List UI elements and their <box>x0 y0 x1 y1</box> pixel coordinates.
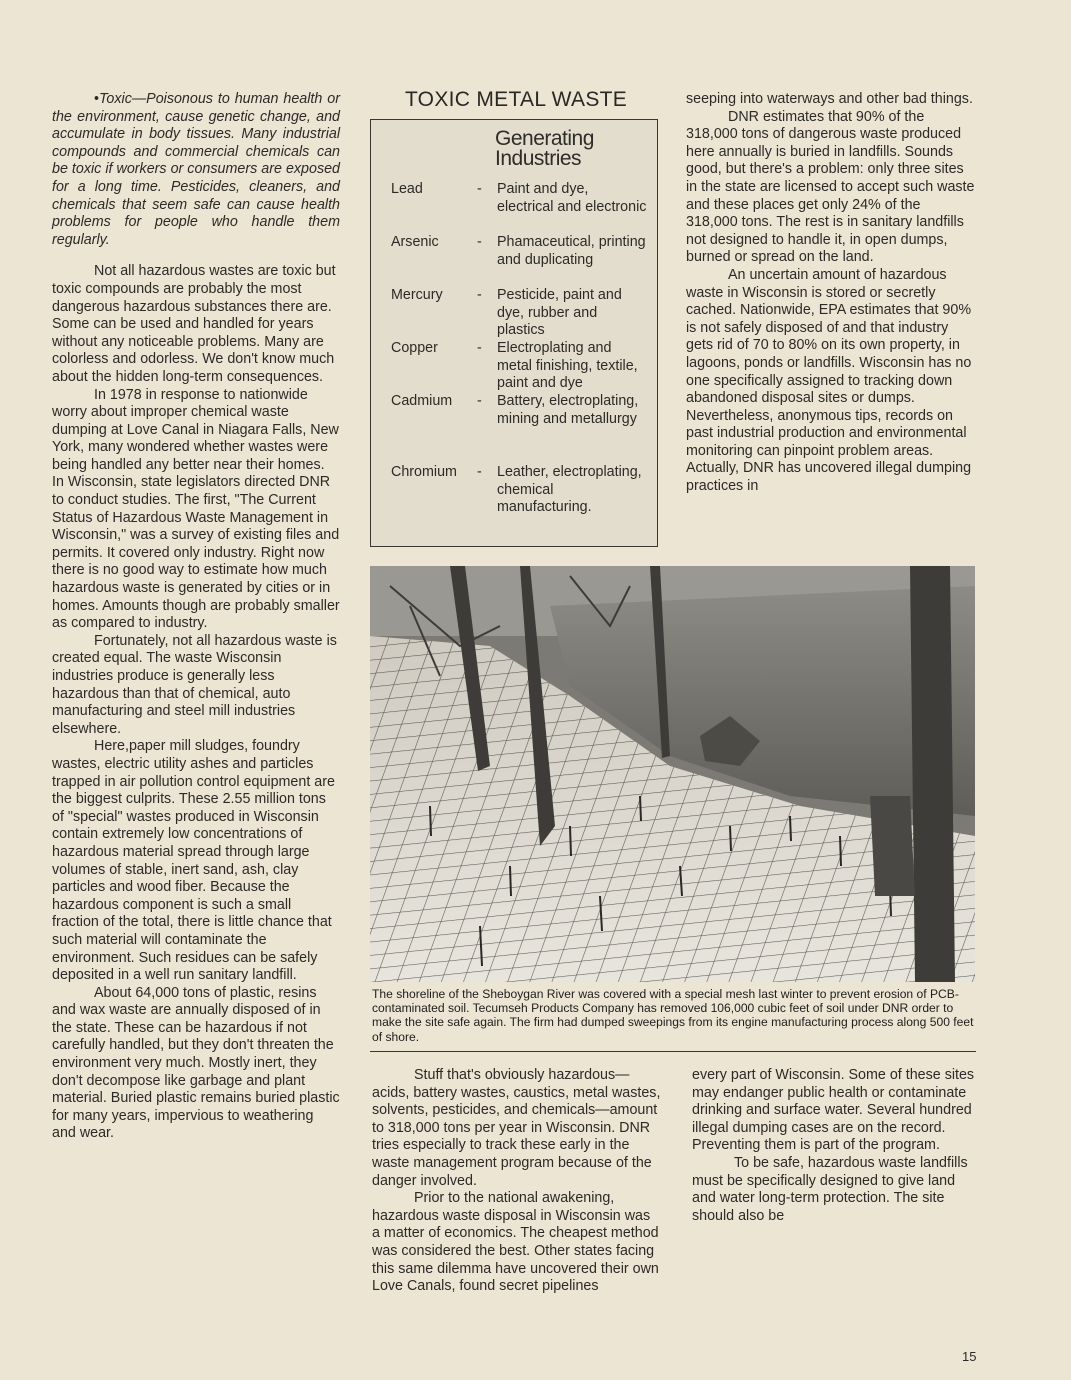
page-number: 15 <box>962 1349 977 1364</box>
metal-uses: Pesticide, paint and dye, rubber and plastics <box>497 287 622 339</box>
left-paragraph-3: Fortunately, not all hazardous waste is created equal. The waste Wisconsin industries produce is generally less hazardous than that of chemical, auto manufacturing and steel mill industries elsewhere. <box>52 632 337 737</box>
metal-dash: - <box>477 464 482 480</box>
photo-illustration <box>370 566 975 982</box>
right-paragraph-0: seeping into waterways and other bad things. <box>686 91 973 107</box>
metal-name: Cadmium <box>391 393 453 409</box>
left-column <box>52 91 340 1143</box>
metal-uses: Paint and dye, electrical and electronic <box>497 181 647 215</box>
right-paragraph-1: DNR estimates that 90% of the 318,000 tons of dangerous waste produced here annually is buried in landfills. Sounds good, but there's a problem: only three sites in the state are licensed to accept such waste and these places get only 24% of the 318,000 tons. The rest is in sanitary landfills not designed to handle it, in open dumps, burned or spread on the land. <box>686 108 975 266</box>
toxic-bullet-text: Toxic—Poisonous to human health or the environment, cause genetic change, and accumulate in body tissues. Many industrial compounds and commercial chemicals can be toxic if workers or consumers are exposed for a long time. Pesticides, cleaners, and chemicals that seem safe can cause health problems for people who handle them regularly. <box>52 91 340 248</box>
bottom-left-paragraph-1: Stuff that's obviously hazardous—acids, battery wastes, caustics, metal wastes, solvents, pesticides, and chemicals—amount to 318,000 tons per year in Wisconsin. DNR tries especially to track these early in the waste management program because of the danger involved. <box>372 1067 661 1189</box>
toxic-metal-box <box>370 119 658 547</box>
bullet-icon: • <box>94 91 100 107</box>
bottom-right-paragraph-1: every part of Wisconsin. Some of these sites may endanger public health or contaminate drinking and surface water. Several hundred illegal dumping cases are on the record. Preventing them is part of the program. <box>692 1067 975 1154</box>
metal-name: Mercury <box>391 287 443 303</box>
left-paragraph-1: Not all hazardous wastes are toxic but toxic compounds are probably the most dangerous hazardous substances there are. Some can be used and handled for years without any noticeable problems. Many are colorless and odorless. We don't know much about the hidden long-term consequences. <box>52 263 336 385</box>
left-paragraph-4: Here,paper mill sludges, foundry wastes, electric utility ashes and particles trapped in air pollution control equipment are the biggest culprits. These 2.55 million tons of "special" wastes produced in Wisconsin contain extremely low concentrations of hazardous material spread through large volumes of stable, inert sand, ash, clay particles and wood fiber. Because the hazardous component is such a small fraction of the total, there is little chance that such material will contaminate the environment. Such residues can be safely deposited in a well run sanitary landfill. <box>52 738 335 984</box>
metal-dash: - <box>477 393 482 409</box>
toxic-bullet <box>52 91 340 249</box>
metal-name: Chromium <box>391 464 457 480</box>
riverbank-mesh-photo <box>370 566 975 982</box>
metal-uses: Phamaceutical, printing and duplicating <box>497 234 646 268</box>
left-paragraph-5: About 64,000 tons of plastic, resins and wax waste are annually disposed of in the state. These can be hazardous if not carefully handled, but they don't threaten the environment very much. Mostly inert, they don't decompose like garbage and plant material. Buried plastic remains buried plastic for many years, impervious to weathering and wear. <box>52 984 340 1142</box>
caption-divider <box>370 1051 976 1052</box>
metal-dash: - <box>477 287 482 303</box>
metal-dash: - <box>477 181 482 197</box>
generating-industries-heading: Generating Industries <box>495 127 594 170</box>
metal-uses: Electroplating and metal finishing, textile, paint and dye <box>497 340 638 392</box>
metal-uses: Leather, electroplating, chemical manufacturing. <box>497 464 642 516</box>
metal-dash: - <box>477 340 482 356</box>
metal-name: Arsenic <box>391 234 439 250</box>
bottom-left-column <box>372 1067 662 1296</box>
bottom-right-paragraph-2: To be safe, hazardous waste landfills must be specifically designed to give land and water long-term protection. The site should also be <box>692 1154 968 1224</box>
metal-dash: - <box>477 234 482 250</box>
photo-caption: The shoreline of the Sheboygan River was covered with a special mesh last winter to prevent erosion of PCB-contaminated soil. Tecumseh Products Company has removed 106,000 cubic feet of soil under DNR order to make the site safe again. The firm had dumped sweepings from its engine manufacturing process along 500 feet of shore. <box>372 987 974 1044</box>
right-paragraph-2: An uncertain amount of hazardous waste in Wisconsin is stored or secretly cached. Nationwide, EPA estimates that 90% is not safely disposed of and that industry gets rid of 70 to 80% on its own property, in lagoons, ponds or landfills. Wisconsin has no one specifically assigned to tracking down abandoned disposal sites or dumps. Nevertheless, anonymous tips, records on past industrial production and environmental monitoring can pinpoint problem areas. Actually, DNR has uncovered illegal dumping practices in <box>686 266 972 495</box>
bottom-right-column <box>692 1067 982 1225</box>
right-top-column <box>686 91 976 496</box>
metal-name: Lead <box>391 181 423 197</box>
metal-name: Copper <box>391 340 438 356</box>
left-paragraph-2: In 1978 in response to nationwide worry about improper chemical waste dumping at Love Canal in Niagara Falls, New York, many wondered whether wastes were being handled any better near their homes. In Wisconsin, state legislators directed DNR to conduct studies. The first, "The Current Status of Hazardous Waste Management in Wisconsin," was a survey of existing files and permits. It covered only industry. Right now there is no good way to estimate how much hazardous waste is generated by cities or in homes. Amounts though are probably smaller as compared to industry. <box>52 386 340 632</box>
bottom-left-paragraph-2: Prior to the national awakening, hazardous waste disposal in Wisconsin was a matter of economics. The cheapest method was considered the best. Other states facing this same dilemma have uncovered their own Love Canals, found secret pipelines <box>372 1190 659 1295</box>
sidebar-title: TOXIC METAL WASTE <box>404 88 628 111</box>
metal-uses: Battery, electroplating, mining and metallurgy <box>497 393 639 427</box>
